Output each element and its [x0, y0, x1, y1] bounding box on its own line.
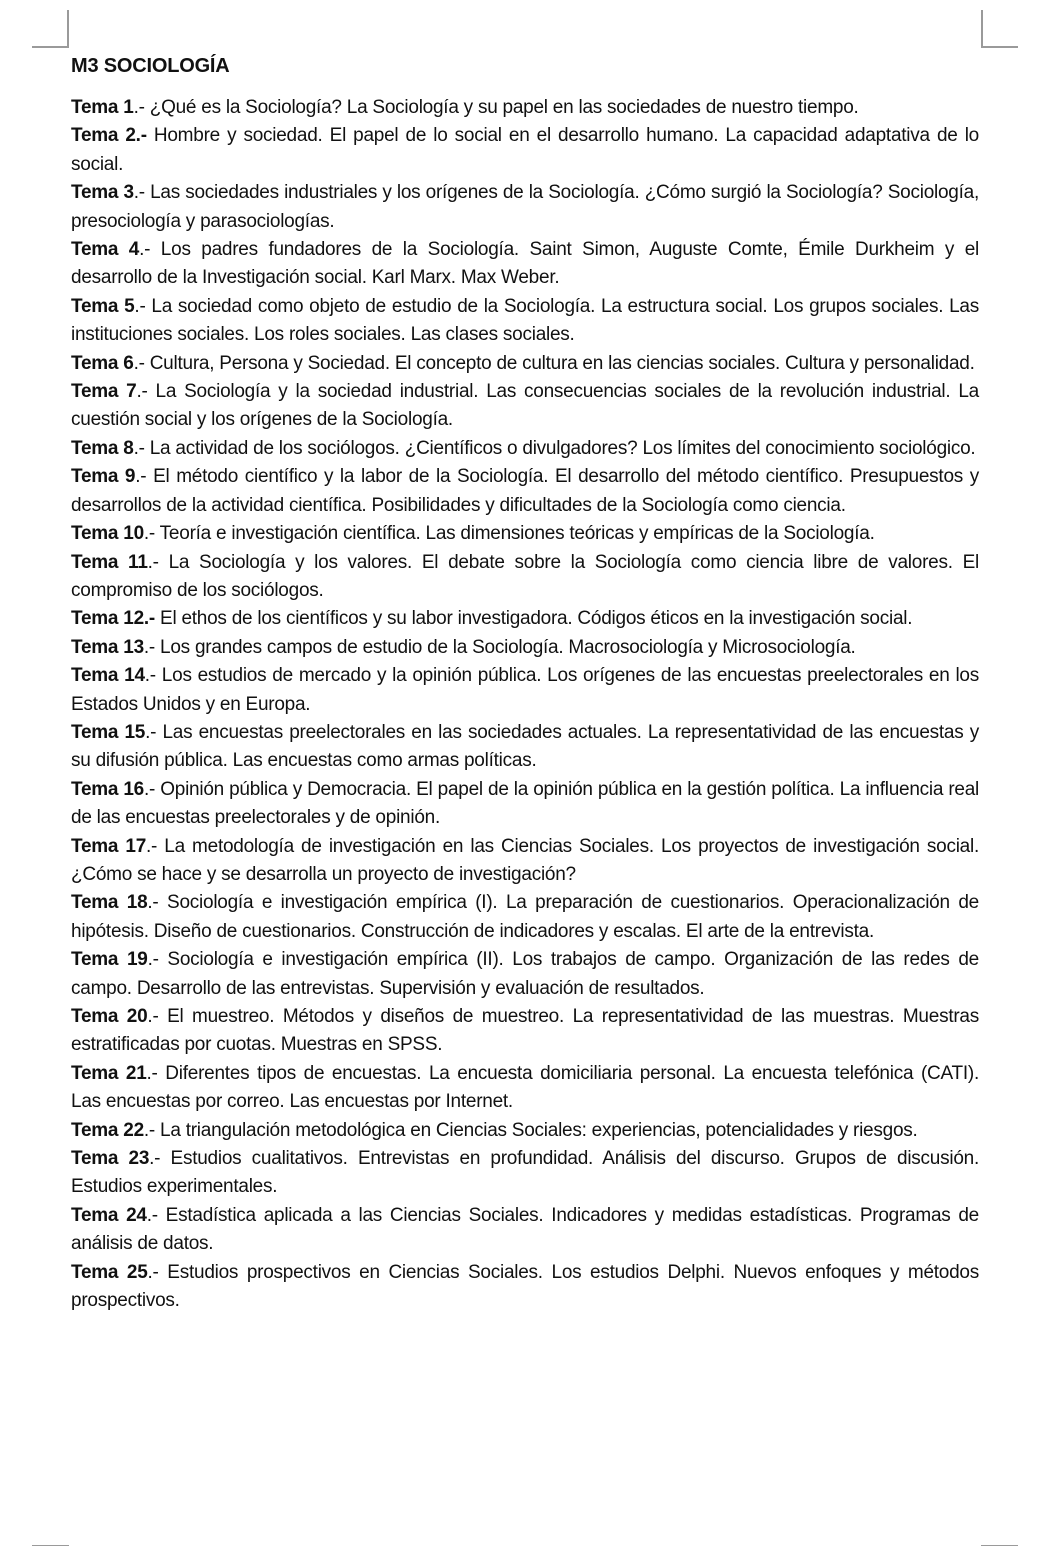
topic-text: .- Los padres fundadores de la Sociología. Saint Simon, Auguste Comte, Émile Durkheim y el desarrollo de la Investigación social. Karl Marx. Max Weber. [71, 239, 979, 289]
topic-item [71, 946, 979, 1003]
topic-text: .- La sociedad como objeto de estudio de la Sociología. La estructura social. Los grupos sociales. Las instituciones sociales. Los roles sociales. Las clases sociales. [71, 295, 979, 346]
topic-text: .- Cultura, Persona y Sociedad. El concepto de cultura en las ciencias sociales. Cultura y personalidad. [133, 352, 975, 374]
topic-item [71, 122, 979, 179]
topic-label: Tema 18 [71, 892, 148, 914]
topic-text: .- Los estudios de mercado y la opinión pública. Los orígenes de las encuestas preelectorales en los Estados Unidos y en Europa. [71, 665, 979, 715]
topic-text: .- Opinión pública y Democracia. El papel de la opinión pública en la gestión política. La influencia real de las encuestas preelectorales y de opinión. [71, 778, 979, 829]
topic-text: .- Estudios cualitativos. Entrevistas en profundidad. Análisis del discurso. Grupos de discusión. Estudios experimentales. [71, 1148, 979, 1198]
topic-item [71, 179, 979, 236]
topic-item [71, 378, 979, 435]
topic-text: .- Las encuestas preelectorales en las sociedades actuales. La representatividad de las encuestas y su difusión pública. Las encuestas como armas políticas. [71, 721, 979, 772]
topic-item [71, 520, 979, 548]
topic-item [71, 350, 979, 378]
topic-text: .- La actividad de los sociólogos. ¿Científicos o divulgadores? Los límites del conocimiento sociológico. [133, 437, 976, 459]
topic-label: Tema 16 [71, 778, 144, 800]
topic-item [71, 549, 979, 606]
topic-text: .- Los grandes campos de estudio de la Sociología. Macrosociología y Microsociología. [143, 636, 856, 658]
topic-label: Tema 21 [71, 1062, 147, 1084]
topic-item [71, 463, 979, 520]
topic-label: Tema 6 [71, 352, 134, 374]
topic-label: Tema 9 [71, 466, 136, 488]
crop-mark-bottom-left-horizontal [32, 1545, 69, 1546]
topic-item [71, 1145, 979, 1202]
topic-item [71, 293, 979, 350]
topic-item [71, 1060, 979, 1117]
topic-label: Tema 11 [71, 551, 148, 573]
topic-text: .- El muestreo. Métodos y diseños de muestreo. La representatividad de las muestras. Muestras estratificadas por cuotas. Muestras en SPSS. [71, 1006, 979, 1056]
topic-item [71, 1259, 979, 1316]
topic-label: Tema 24 [71, 1204, 147, 1226]
topic-text: .- La metodología de investigación en las Ciencias Sociales. Los proyectos de investigación social. ¿Cómo se hace y se desarrolla un proyecto de investigación? [71, 835, 979, 885]
topic-label: Tema 5 [71, 295, 135, 317]
topic-text: El ethos de los científicos y su labor investigadora. Códigos éticos en la investigación social. [155, 608, 913, 630]
topic-label: Tema 12.- [71, 608, 155, 630]
document-page [71, 52, 979, 1315]
topic-text: .- Estadística aplicada a las Ciencias Sociales. Indicadores y medidas estadísticas. Programas de análisis de datos. [71, 1204, 979, 1255]
topic-item [71, 889, 979, 946]
topic-item [71, 833, 979, 890]
topic-item [71, 719, 979, 776]
topic-item [71, 236, 979, 293]
crop-mark-top-right-vertical [981, 10, 983, 48]
topic-item [71, 94, 979, 122]
topic-label: Tema 20 [71, 1006, 148, 1027]
topic-item [71, 605, 979, 633]
topic-label: Tema 15 [71, 721, 146, 743]
topic-label: Tema 7 [71, 381, 137, 403]
document-title: M3 SOCIOLOGÍA [71, 55, 230, 77]
topic-label: Tema 14 [71, 665, 145, 687]
topic-label: Tema 1 [71, 97, 134, 118]
topic-label: Tema 13 [71, 636, 144, 658]
topic-item [71, 1003, 979, 1060]
topic-text: Hombre y sociedad. El papel de lo social en el desarrollo humano. La capacidad adaptativa de lo social. [71, 125, 979, 175]
topic-text: .- El método científico y la labor de la Sociología. El desarrollo del método científico. Presupuestos y desarrollos de la actividad científica. Posibilidades y dificultades de la Sociología como ciencia. [71, 466, 979, 516]
topic-label: Tema 8 [71, 437, 134, 459]
topic-item [71, 776, 979, 833]
topic-text: .- Estudios prospectivos en Ciencias Sociales. Los estudios Delphi. Nuevos enfoques y métodos prospectivos. [71, 1261, 979, 1312]
topic-label: Tema 10 [71, 523, 144, 545]
topic-label: Tema 25 [71, 1261, 148, 1283]
topic-label: Tema 2.- [71, 125, 147, 147]
topic-text: .- La triangulación metodológica en Ciencias Sociales: experiencias, potencialidades y riesgos. [143, 1119, 918, 1141]
topic-text: .- La Sociología y los valores. El debate sobre la Sociología como ciencia libre de valores. El compromiso de los sociólogos. [71, 551, 979, 601]
topic-label: Tema 4 [71, 239, 140, 261]
topic-text: .- Diferentes tipos de encuestas. La encuesta domiciliaria personal. La encuesta telefónica (CATI). Las encuestas por correo. Las encuestas por Internet. [71, 1062, 979, 1113]
topic-label: Tema 17 [71, 835, 147, 857]
topic-item [71, 634, 979, 662]
topic-item [71, 435, 979, 463]
topic-label: Tema 23 [71, 1148, 150, 1170]
topic-label: Tema 3 [71, 182, 134, 204]
topic-item [71, 1202, 979, 1259]
topic-text: .- Sociología e investigación empírica (II). Los trabajos de campo. Organización de las redes de campo. Desarrollo de las entrevistas. Supervisión y evaluación de resultados. [71, 949, 980, 999]
topic-text: .- ¿Qué es la Sociología? La Sociología y su papel en las sociedades de nuestro tiempo. [133, 97, 859, 118]
topic-label: Tema 19 [71, 949, 148, 971]
crop-mark-top-right-horizontal [981, 46, 1018, 48]
crop-mark-top-left-vertical [67, 10, 69, 48]
topic-text: .- Sociología e investigación empírica (I). La preparación de cuestionarios. Operacionalización de hipótesis. Diseño de cuestionarios. Construcción de indicadores y escalas. El arte de la entrevista. [71, 892, 979, 942]
topic-label: Tema 22 [71, 1119, 144, 1141]
topic-item [71, 1117, 979, 1145]
topic-text: .- La Sociología y la sociedad industrial. Las consecuencias sociales de la revolución industrial. La cuestión social y los orígenes de la Sociología. [71, 381, 979, 431]
topic-text: .- Teoría e investigación científica. Las dimensiones teóricas y empíricas de la Sociología. [143, 523, 875, 545]
topic-item [71, 662, 979, 719]
crop-mark-bottom-right-horizontal [981, 1545, 1018, 1546]
topic-list [71, 94, 979, 1315]
crop-mark-top-left-horizontal [32, 46, 69, 48]
topic-text: .- Las sociedades industriales y los orígenes de la Sociología. ¿Cómo surgió la Sociología? Sociología, presociología y parasociologías. [71, 182, 980, 232]
